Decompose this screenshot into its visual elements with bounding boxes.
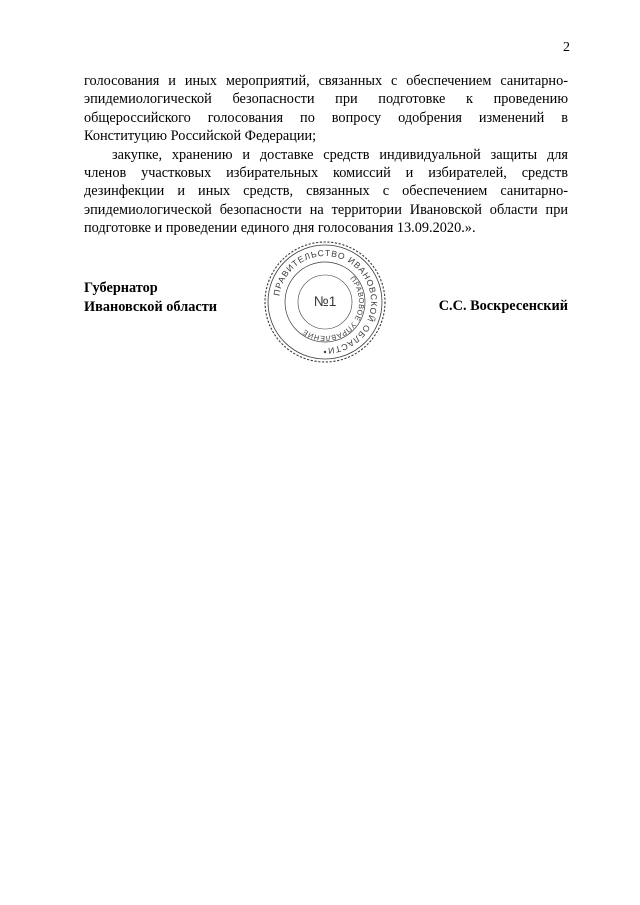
signatory-title bbox=[84, 279, 217, 316]
paragraph-1: голосования и иных мероприятий, связанных с обеспечением санитарно-эпидемиологической безопасности при подготовке к проведению общероссийского голосования по вопросу одобрения изменений в Конституцию Российской Федерации; bbox=[84, 73, 568, 145]
seal-outer-textpath: ПРАВИТЕЛЬСТВО ИВАНОВСКОЙ ОБЛАСТИ bbox=[271, 247, 380, 357]
seal-inner-textpath: ПРАВОВОЕ УПРАВЛЕНИЕ bbox=[300, 274, 367, 344]
paragraph-2: закупке, хранению и доставке средств индивидуальной защиты для членов участковых избирательных комиссий и избирателей, средств дезинфекции и иных средств, связанных с обеспечением санитарно-эпидемиологической безопасности на территории Ивановской области при подготовке и проведении единого дня голосования 13.09.2020.». bbox=[84, 146, 568, 237]
page-number: 2 bbox=[563, 40, 570, 55]
seal-number: №1 bbox=[313, 293, 337, 309]
seal-star-icon bbox=[324, 351, 326, 353]
signatory-name: С.С. Воскресенский bbox=[438, 298, 568, 314]
signatory-title-line-1: Губернатор bbox=[84, 280, 158, 296]
body-text bbox=[84, 72, 568, 238]
signatory-title-line-2: Ивановской области bbox=[84, 298, 217, 315]
official-seal bbox=[263, 240, 387, 364]
